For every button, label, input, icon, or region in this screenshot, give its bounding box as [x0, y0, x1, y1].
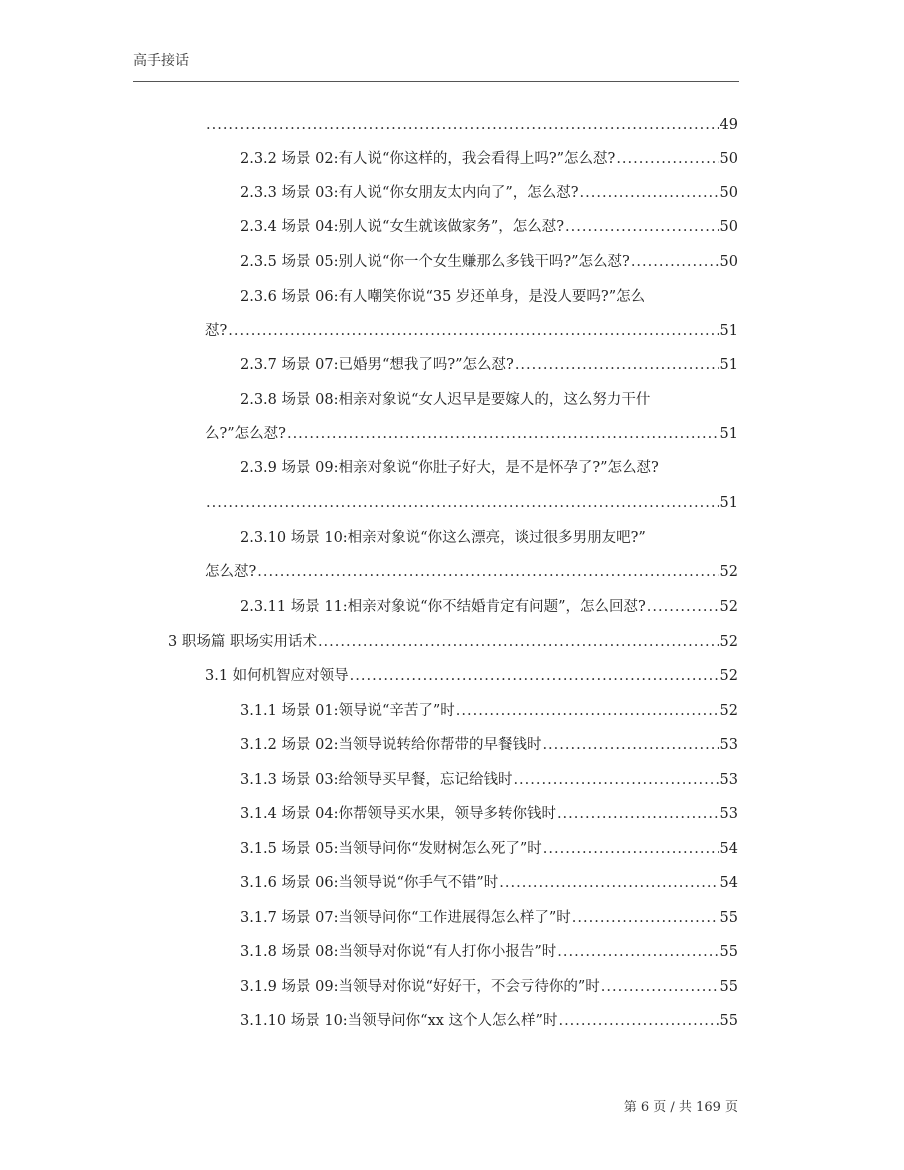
toc-page-number: 51	[719, 426, 738, 442]
toc-entry-title: 2.3.5 场景 05:别人说“你一个女生赚那么多钱干吗?”怎么怼?	[240, 254, 630, 270]
toc-page-number: 55	[719, 944, 738, 960]
toc-leader-dots	[456, 701, 719, 721]
toc-page-number: 55	[719, 1013, 738, 1029]
toc-page-number: 51	[719, 323, 738, 339]
toc-page-number: 54	[719, 841, 738, 857]
toc-entry-continuation[interactable]	[205, 562, 738, 582]
toc-page-number: 53	[719, 737, 738, 753]
toc-entry-title: 3.1.8 场景 08:当领导对你说“有人打你小报告”时	[240, 944, 557, 960]
toc-page-number: 50	[719, 151, 738, 167]
toc-entry-title: 3.1.2 场景 02:当领导说转给你帮带的早餐钱时	[240, 737, 542, 753]
toc-entry[interactable]	[240, 735, 738, 755]
toc-entry[interactable]	[240, 252, 738, 272]
toc-leader-dots	[515, 355, 719, 375]
running-header-title: 高手接话	[133, 53, 189, 69]
toc-leader-dots	[318, 632, 719, 652]
toc-entry[interactable]	[240, 770, 738, 790]
toc-entry-title: 3.1 如何机智应对领导	[205, 668, 349, 684]
toc-entry[interactable]	[240, 458, 738, 478]
toc-entry-title: 3.1.5 场景 05:当领导问你“发财树怎么死了”时	[240, 841, 542, 857]
toc-entry-title: 2.3.2 场景 02:有人说“你这样的，我会看得上吗?”怎么怼?	[240, 151, 616, 167]
toc-entry[interactable]	[240, 355, 738, 375]
toc-entry-title: 3.1.9 场景 09:当领导对你说“好好干，不会亏待你的”时	[240, 979, 600, 995]
toc-entry[interactable]	[240, 528, 738, 548]
toc-page-number: 52	[719, 634, 738, 650]
toc-page-number: 50	[719, 219, 738, 235]
toc-page-number: 53	[719, 806, 738, 822]
toc-chapter-entry[interactable]	[168, 632, 738, 652]
toc-entry-title: 3.1.3 场景 03:给领导买早餐，忘记给钱时	[240, 772, 513, 788]
toc-page-number: 51	[719, 357, 738, 373]
toc-leader-dots	[647, 597, 719, 617]
toc-leader-dots	[543, 839, 719, 859]
toc-entry-title: 3.1.4 场景 04:你帮领导买水果，领导多转你钱时	[240, 806, 556, 822]
toc-leader-dots	[350, 666, 719, 686]
toc-entry-title: 2.3.3 场景 03:有人说“你女朋友太内向了”，怎么怼?	[240, 185, 579, 201]
toc-entry[interactable]	[240, 977, 738, 997]
toc-entry[interactable]	[240, 217, 738, 237]
page-footer-counter: 第 6 页 / 共 169 页	[623, 1100, 738, 1115]
toc-entry-title: 3.1.10 场景 10:当领导问你“xx 这个人怎么样”时	[240, 1013, 558, 1029]
toc-entry-title: 么?”怎么怼?	[205, 426, 286, 442]
header-divider	[133, 81, 739, 82]
toc-entry-continuation[interactable]	[205, 424, 738, 444]
toc-page-number: 52	[719, 703, 738, 719]
toc-leader-dots	[565, 217, 719, 237]
toc-entry[interactable]	[240, 942, 738, 962]
toc-entry-title: 怼?	[205, 323, 228, 339]
toc-leader-dots	[601, 977, 719, 997]
toc-entry-continuation[interactable]	[205, 493, 738, 513]
toc-leader-dots	[513, 770, 718, 790]
toc-entry-title: 2.3.8 场景 08:相亲对象说“女人迟早是要嫁人的，这么努力干什	[240, 392, 651, 408]
toc-entry-title: 3 职场篇 职场实用话术	[168, 634, 317, 650]
toc-entry-title: 2.3.7 场景 07:已婚男“想我了吗?”怎么怼?	[240, 357, 514, 373]
toc-page-number: 52	[719, 668, 738, 684]
toc-entry[interactable]	[240, 183, 738, 203]
toc-leader-dots	[572, 908, 719, 928]
toc-entry-title: 3.1.7 场景 07:当领导问你“工作进展得怎么样了”时	[240, 910, 571, 926]
toc-leader-dots	[616, 149, 718, 169]
toc-entry[interactable]	[240, 1011, 738, 1031]
toc-entry[interactable]	[240, 873, 738, 893]
toc-page-number: 54	[719, 875, 738, 891]
toc-leader-dots	[558, 1011, 718, 1031]
toc-page-number: 53	[719, 772, 738, 788]
toc-leader-dots	[206, 493, 719, 513]
toc-leader-dots	[557, 942, 718, 962]
toc-entry-title: 2.3.10 场景 10:相亲对象说“你这么漂亮，谈过很多男朋友吧?”	[240, 530, 646, 546]
toc-leader-dots	[499, 873, 718, 893]
toc-page-number: 50	[719, 254, 738, 270]
toc-page-number: 55	[719, 979, 738, 995]
toc-entry[interactable]	[240, 908, 738, 928]
toc-leader-dots	[228, 321, 718, 341]
toc-leader-dots	[631, 252, 719, 272]
toc-entry[interactable]	[240, 701, 738, 721]
toc-entry-title: 2.3.6 场景 06:有人嘲笑你说“35 岁还单身，是没人要吗?”怎么	[240, 289, 646, 305]
toc-entry-title: 3.1.1 场景 01:领导说“辛苦了”时	[240, 703, 455, 719]
toc-entry[interactable]	[205, 115, 738, 135]
toc-leader-dots	[287, 424, 719, 444]
toc-leader-dots	[580, 183, 719, 203]
toc-entry[interactable]	[240, 149, 738, 169]
toc-leader-dots	[557, 804, 719, 824]
toc-leader-dots	[257, 562, 718, 582]
toc-page-number: 51	[719, 495, 738, 511]
toc-entry-title: 2.3.4 场景 04:别人说“女生就该做家务”，怎么怼?	[240, 219, 565, 235]
toc-section-entry[interactable]	[205, 666, 738, 686]
toc-leader-dots	[206, 115, 719, 135]
toc-entry[interactable]	[240, 390, 738, 410]
toc-page-number: 52	[719, 564, 738, 580]
toc-page-number: 52	[719, 599, 738, 615]
toc-page-number: 50	[719, 185, 738, 201]
toc-entry-title: 2.3.11 场景 11:相亲对象说“你不结婚肯定有问题”，怎么回怼?	[240, 599, 646, 615]
toc-page-number: 49	[719, 117, 738, 133]
toc-entry-continuation[interactable]	[205, 321, 738, 341]
toc-entry[interactable]	[240, 597, 738, 617]
toc-entry-title: 怎么怼?	[205, 564, 257, 580]
toc-entry-title: 2.3.9 场景 09:相亲对象说“你肚子好大，是不是怀孕了?”怎么怼?	[240, 460, 659, 476]
toc-page-number: 55	[719, 910, 738, 926]
toc-entry[interactable]	[240, 804, 738, 824]
toc-entry[interactable]	[240, 287, 738, 307]
toc-entry-title: 3.1.6 场景 06:当领导说“你手气不错”时	[240, 875, 499, 891]
toc-entry[interactable]	[240, 839, 738, 859]
toc-leader-dots	[542, 735, 718, 755]
